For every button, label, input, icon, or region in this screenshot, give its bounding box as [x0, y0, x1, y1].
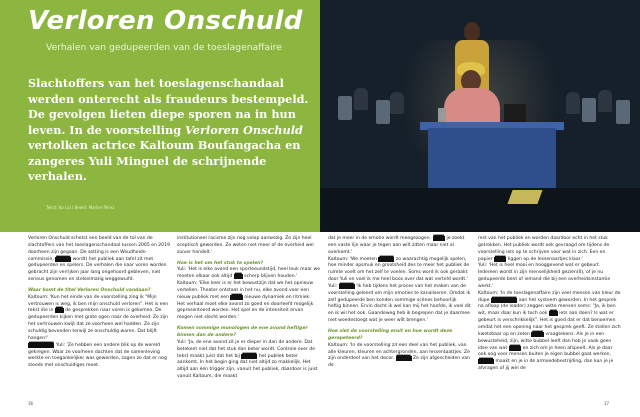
page-number-right: 37 [604, 401, 610, 406]
page-number-left: 36 [28, 401, 34, 406]
paragraph: Yuli: 'Ja, de ene avond zit je er dieper in dan de andere. Dat betekent niet dat het stuk dan beter wordt. Controle over de tekst maakt juist dat het bij ████ het publiek beter aankomt. In het begin ging dat niet altijd zo makkelijk. Het altijd aan één trigger zijn, vanuit het publiek, daardoor is juist vanuit Kaltoum, die maakt [177, 339, 318, 380]
redaction: ██ [55, 308, 63, 314]
redaction: ███████ [29, 342, 54, 348]
audience-chair [338, 96, 352, 120]
spectator [598, 90, 612, 112]
interview-question: Komen sommige monologen de ene avond heftiger binnen dan de andere? [177, 326, 308, 338]
desk-lamp [438, 108, 446, 122]
lead-show-title: Verloren Onschuld [185, 122, 303, 137]
redaction: ████ [396, 356, 411, 362]
paragraph: dat je meer in de emotie wordt meegezogen. ███ je zoekt een vaste lijn waar je tegen aan wilt zitten maar niet al overkomt.' [328, 236, 465, 255]
lead-paragraph [28, 76, 318, 185]
paragraph: Yuli: 'Het is heel mooi en hooggevend wat er gebeurt. Iedereen wordt in zijn menselijkheid gezien(ß), of je nu gedupeerde bent of iemand die bij een overheidsinstantie werkt.' [478, 263, 611, 289]
interview-question: Waar komt de titel Verloren Onschuld vandaan? [28, 287, 151, 293]
pencils [507, 190, 542, 204]
spectator [390, 92, 404, 114]
interview-question: Hoe is het om het stuk te spelen? [177, 260, 264, 266]
paragraph: Verloren Onschuld schetst een beeld van de tol van de slachtoffers van het toeslagenschandaal tussen 2005 en 2019 doorheen zijn gegaan. De setting is een Woudhoids-commissie, ████ wordt) het publiek aan tafel zit met gedupeerden en spelers. De verhalen die naar voren worden gebracht zijn verrijken jaar lang ongehoord gebleven, niet serieus genomen en stelselmatig weggewuifd. [28, 236, 170, 283]
redaction: ████ [56, 256, 71, 262]
audience-chair [582, 98, 596, 122]
paragraph: institutioneel racisme zijn nog volop aanwezig. Ze zijn heel sceptisch geworden. Ze weten niet meer of de overheid wel zuiver handelt.' [177, 236, 314, 255]
paragraph: Kaltoum: 'In de voorstelling zit een deel van het publiek, van alle kleuren, kleuren en achtergronden, aan lessentaattjes. Ze zijn onderdeel van het decor. ████ Ze zijn afgescheiden van de [328, 342, 470, 369]
text-column-3 [328, 236, 471, 370]
paragraph: Kaltoum: 'Kun het einde van de voorstelling zing ik "Mijn vertrouwen is weg, ik ben mijn onschuld verloren". Het is een tekst die in ██ de gesprekken naar voren is gekomen. De gedupeerden kijken met grote ogen naar de overheid. Ze zijn het vertrouwen kwijt dat ze voorheen wel hadden. Ze zijn schuldig bevonden terwijl ze onschuldig waren. Dat blijft hangen!' [28, 294, 169, 341]
redaction: ███ [433, 236, 445, 241]
redaction: ███ [509, 345, 521, 351]
redaction: ████ [242, 353, 257, 359]
audience-chair [616, 100, 630, 124]
article-title: Verloren Onschuld [28, 6, 303, 36]
redaction: ███ [231, 294, 242, 300]
lead-text-2: vertolken actrice Kaltoum Boufangacha en zangeres Yuli Minguel de schrijnende verhalen. [28, 138, 301, 183]
redaction: ██ [549, 311, 557, 317]
text-column-1 [28, 236, 171, 370]
redaction: ████ [479, 359, 493, 365]
article-subtitle: Verhalen van gedupeerden van de toeslagenaffaire [46, 42, 282, 53]
interview-question: Hoe ziet de voorstelling eruit en hoe wordt deze gerepeteerd? [328, 328, 453, 341]
audience-chair [376, 100, 390, 124]
paragraph: Kaltoum: 'Elke keer is er het bewustzijn dat we het opnieuw vertellen. Theater ontstaat in het nu, elke avond voor een nieuw publiek met een ███ nieuwe dynamiek en ritmiek. Het verhaal moet elke avond zo goed en doorleefd mogelijk gepresenteerd worden. Het spel en de intensiteit ervan mogen niet slecht worden.' [177, 281, 314, 321]
stage-floor [320, 188, 640, 232]
laptop [504, 104, 526, 122]
spectator [354, 88, 368, 110]
lead-text-1: Slachtoffers van het toeslagenschandaal werden onterecht als fraudeurs bestempeld. De gevolgen lieten diepe sporen na in hun leven. In de voorstelling [28, 76, 309, 137]
redaction: ████ [379, 256, 394, 262]
stage-photo [320, 0, 640, 232]
paragraph: Yuli: 'Het is elke avond een sporteeundstijd, heel leuk maar we moeten elkaar ook altijd ██ scherp blijven houden.' [177, 267, 321, 280]
photo-credit: Tekst: Ko Lai / Beeld: Marlen Pérez [46, 205, 115, 210]
paragraph: rest van het publiek en worden daardoor echt in het stuk getrokken. Het publiek wordt ook gevraagd om tijdens de voorstelling iets op te schrijven voor wat in zich. Een en papier ███ liggen op de lessenaartjes klaar.' [478, 236, 610, 262]
spectator [566, 92, 580, 114]
redaction: ████ [339, 283, 354, 289]
text-column-2 [177, 236, 320, 381]
text-column-4 [478, 236, 621, 373]
blue-table [428, 128, 556, 188]
paragraph: Kaltoum: 'We moeten ████ zo waarachtig mogelijk spelen, hoe minder opsmuk en grootsheid des te meer het publiek de ruimte voelt om het zelf te voelen. Soms word ik ook geraakt door Yuli en voel ik me heel boos over dat wat verteld wordt.' [328, 256, 470, 283]
paragraph: ███████ Yuli: 'Ze hebben een andere blik op de wereld gekregen. Waar ze voorheen dachten dat de samenleving werkte en toegankelijker was geworden, zagen ze dat er nog steeds met onschuldiges moet. [28, 342, 167, 369]
redaction: ███ [532, 331, 543, 337]
redaction: ██ [234, 274, 242, 280]
redaction: ███ [494, 256, 506, 262]
redaction: ███████ [491, 297, 517, 303]
paragraph: Yuli: ████ 'Ik heb tijdens het proces van het maken van de voorstelling geleerd om mijn emoties te kanaliseren. Omdat ik zelf gedupeerde ben konden sommige scènes behoorlijk heftig binnen. Ervin dacht ik wel kan mij het hoofde, ik voel dit en ik wil het ook. Gaandeweg heb ik begrepen dat je daarmee niet woedestoegt wat je weer wilt brengen.' [328, 283, 471, 324]
standing-performer-head [464, 22, 480, 42]
paragraph: Kaltoum: 'In de toeslagenaffaire zijn veel mensen van kleur de dupe ███████ aan het systeem geworden. In het gesprek na afloop (de leader) zeggen witte mensen soms: "Ja, ik ben wit, maar daar kun ik toch ook ██ iets aan doen? Is wat er gebeurt is verschrikkelijk". Het is goed dat er dat benoemen omdat het een opening naar het gesprek geeft. Ze stellen zich kwetsbaar op en zeten ███ vraagtekens. Als je in een bewusteheid, zijn, witte bubbel leeft dan heb je vaak geen idee van wat ███ en zich om je heen afspeelt. Als je daar ook oog voor mensen buiten je eigen bubbel gaat werken, ████ maakt en je in de armoedebestrijding, dan kun je je afvragen of jij wel de [478, 290, 621, 372]
